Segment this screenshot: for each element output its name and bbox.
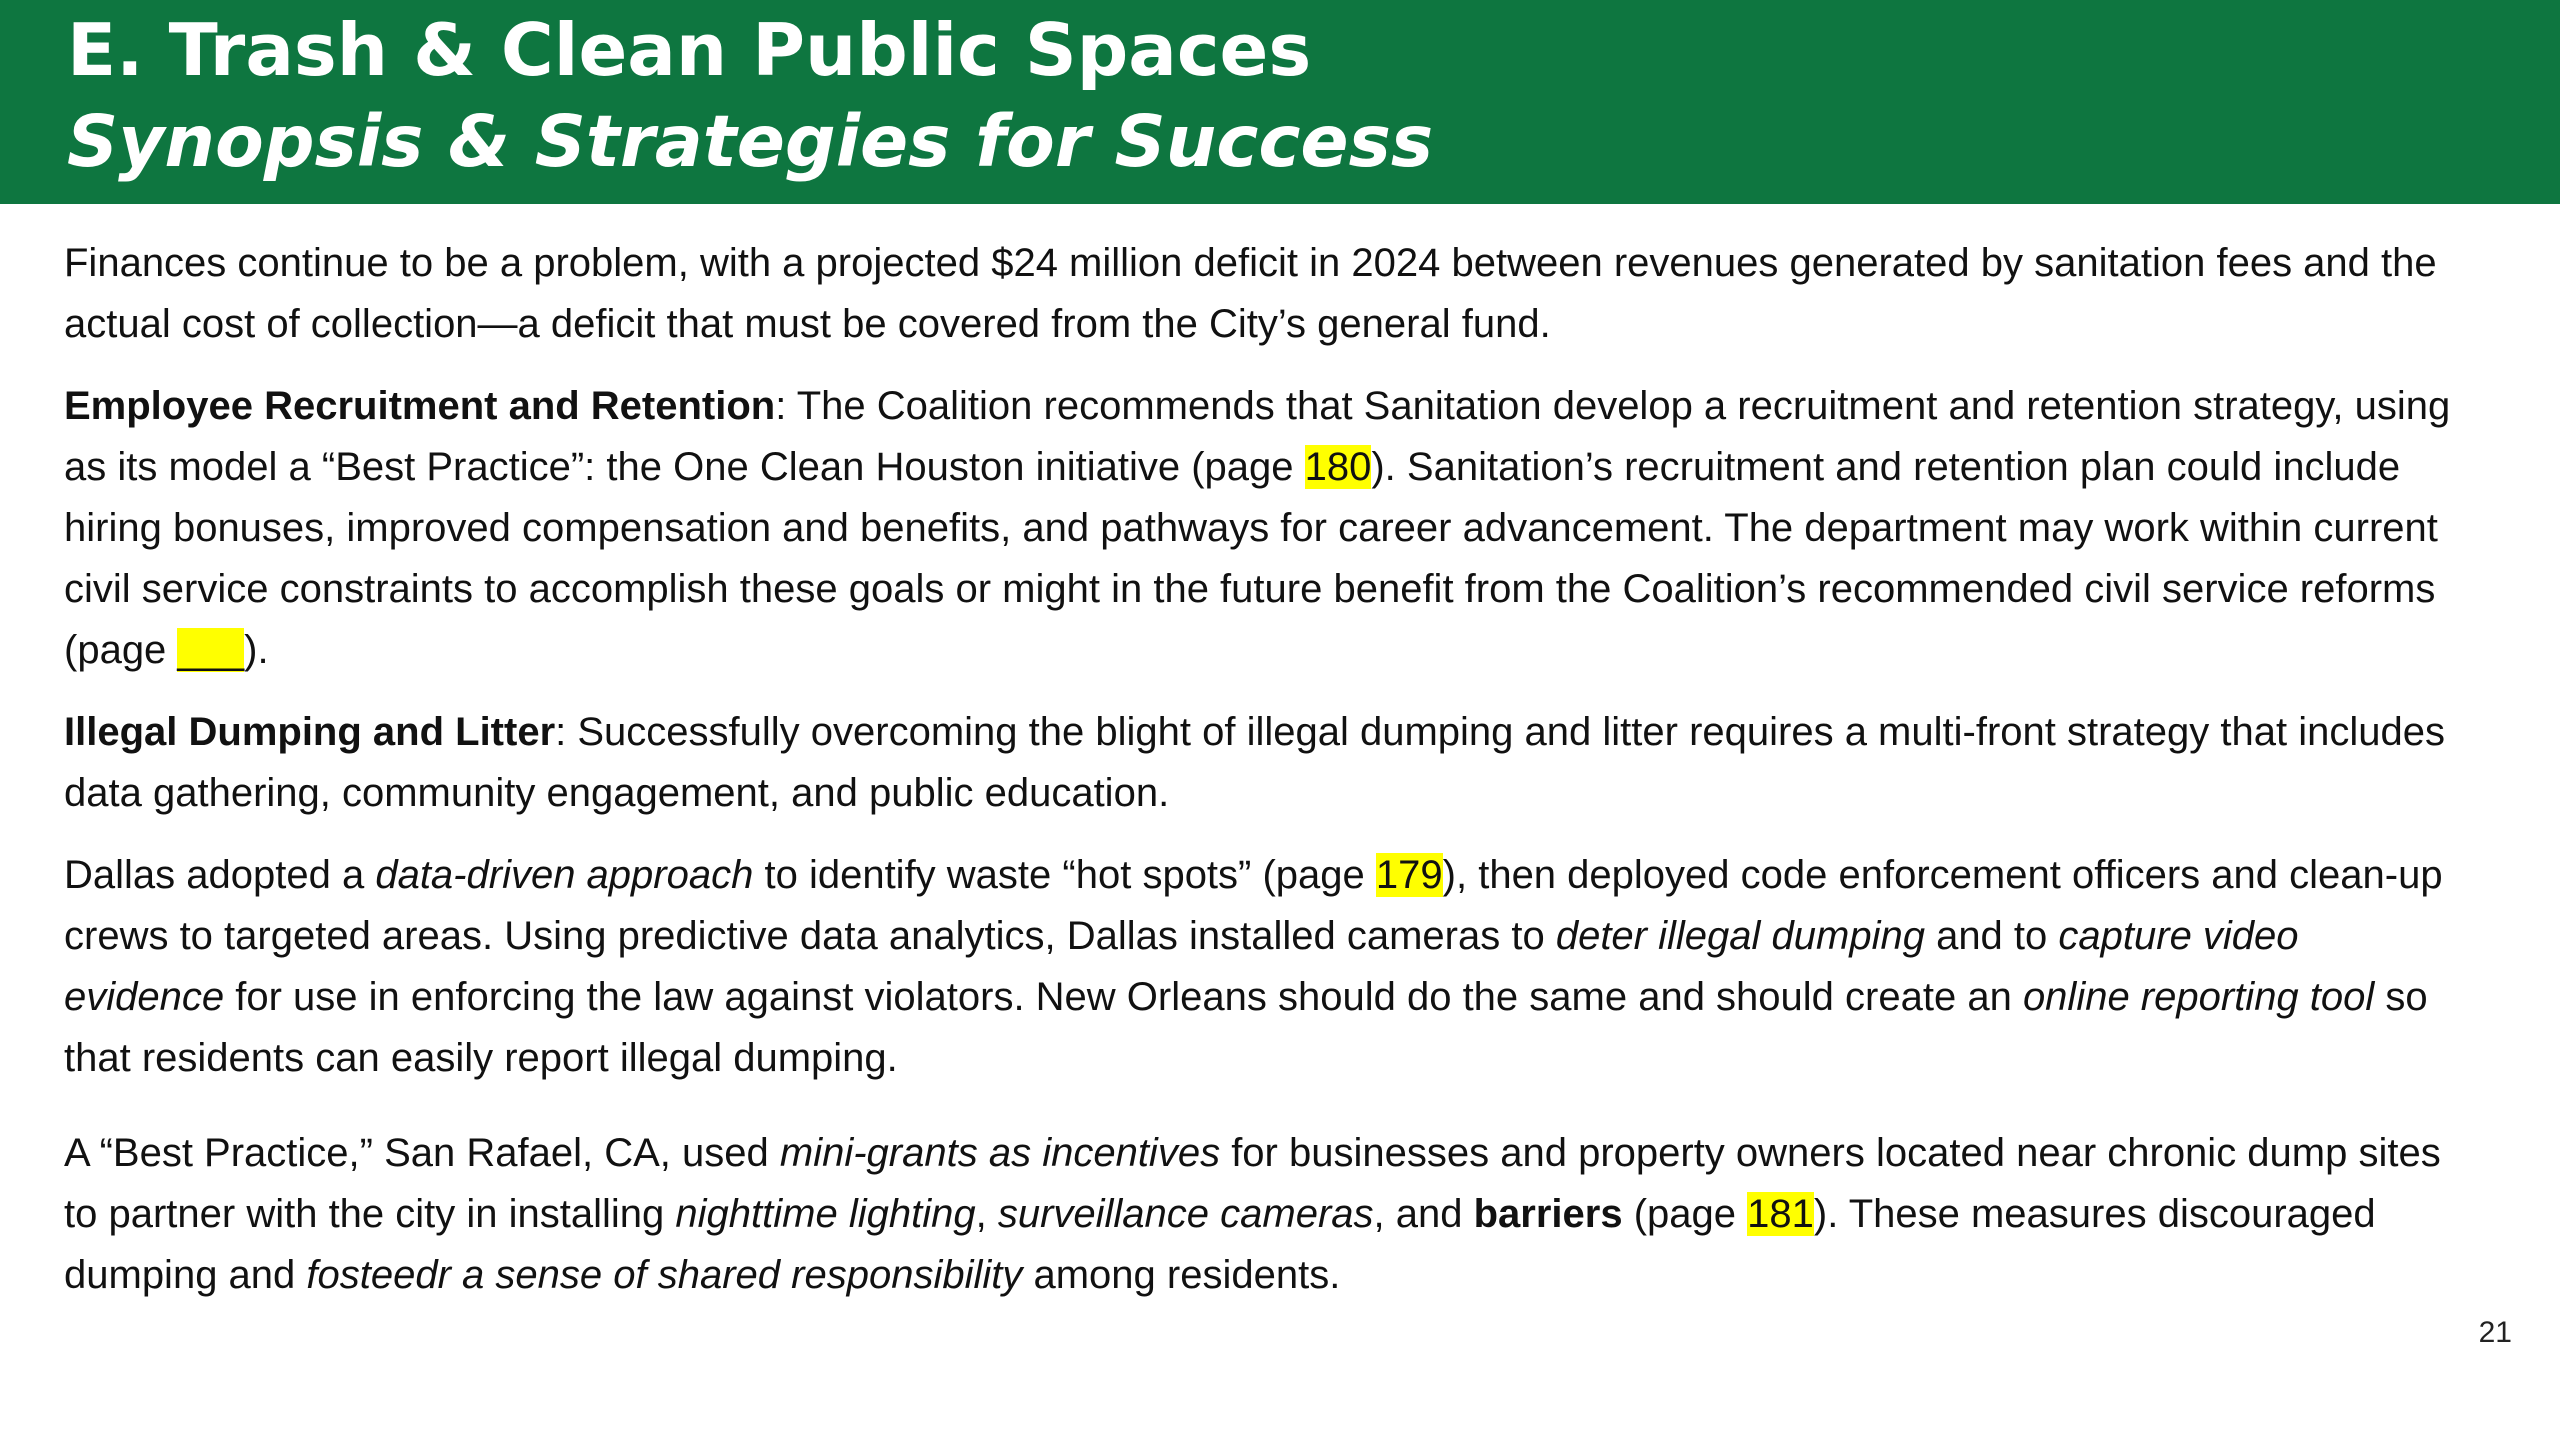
san-rafael-text-g: among residents. [1022, 1253, 1341, 1297]
page-ref-highlight: 181 [1747, 1192, 1814, 1236]
illegal-dumping-heading: Illegal Dumping and Litter [64, 710, 556, 754]
san-rafael-em-lighting: nighttime lighting [675, 1192, 976, 1236]
slide-header [0, 0, 2560, 204]
page-ref-highlight: 179 [1375, 853, 1443, 897]
paragraph-san-rafael [64, 1123, 2464, 1306]
recruitment-text-a: : The Coalition recommends that Sanitation develop a recruitment and retention strategy, using as its model a “Best Practice”: the One Clean Houston initiative (page [64, 384, 2451, 489]
san-rafael-strong-barriers: barriers [1473, 1192, 1623, 1236]
paragraph-finances [64, 233, 2464, 355]
san-rafael-text-d: , and [1373, 1192, 1474, 1236]
paragraph-recruitment [64, 376, 2464, 681]
paragraph-illegal-dumping [64, 702, 2464, 824]
page-ref-highlight: 180 [1304, 445, 1372, 489]
san-rafael-text-c: , [975, 1192, 998, 1236]
dallas-text-e: for use in enforcing the law against violators. New Orleans should do the same and should create an [224, 975, 2023, 1019]
dallas-em-capture: capture video evidence [64, 914, 2299, 1019]
dallas-text-b: to identify waste “hot spots” (page [753, 853, 1376, 897]
recruitment-heading: Employee Recruitment and Retention [64, 384, 776, 428]
recruitment-text-b: ). Sanitation’s recruitment and retention plan could include hiring bonuses, improved compensation and benefits, and pathways for career advancement. The department may work within current civil service constraints to accomplish these goals or might in the future benefit from the Coalition’s recommended civil service reforms (page [64, 445, 2438, 672]
page-number: 21 [2478, 1316, 2512, 1349]
dallas-text-a: Dallas adopted a [64, 853, 376, 897]
san-rafael-text-f: ). These measures discouraged dumping and [64, 1192, 2376, 1297]
dallas-text-f: so that residents can easily report illegal dumping. [64, 975, 2428, 1080]
page-ref-placeholder-highlight: ___ [177, 628, 245, 672]
san-rafael-em-mini-grants: mini-grants as incentives [779, 1131, 1221, 1175]
recruitment-text-c: ). [244, 628, 269, 672]
paragraph-dallas [64, 845, 2464, 1089]
illegal-dumping-text: : Successfully overcoming the blight of illegal dumping and litter requires a multi-front strategy that includes data gathering, community engagement, and public education. [64, 710, 2445, 815]
dallas-em-online-tool: online reporting tool [2022, 975, 2375, 1019]
san-rafael-em-cameras: surveillance cameras [997, 1192, 1374, 1236]
san-rafael-text-a: A “Best Practice,” San Rafael, CA, used [64, 1131, 780, 1175]
finances-text: Finances continue to be a problem, with a projected $24 million deficit in 2024 between revenues generated by sanitation fees and the actual cost of collection—a deficit that must be covered from the City’s general fund. [64, 241, 2437, 346]
san-rafael-text-b: for businesses and property owners located near chronic dump sites to partner with the city in installing [64, 1131, 2441, 1236]
dallas-text-c: ), then deployed code enforcement officers and clean-up crews to targeted areas. Using predictive data analytics, Dallas installed cameras to [64, 853, 2443, 958]
slide-subtitle: Synopsis & Strategies for Success [67, 100, 1434, 183]
dallas-text-d: and to [1924, 914, 2059, 958]
san-rafael-text-e: (page [1622, 1192, 1748, 1236]
san-rafael-em-responsibility: fosteedr a sense of shared responsibility [306, 1253, 1023, 1297]
slide-body [64, 233, 2464, 1327]
dallas-em-deter: deter illegal dumping [1555, 914, 1925, 958]
slide-title: E. Trash & Clean Public Spaces [67, 8, 1312, 92]
dallas-em-data-driven: data-driven approach [375, 853, 754, 897]
